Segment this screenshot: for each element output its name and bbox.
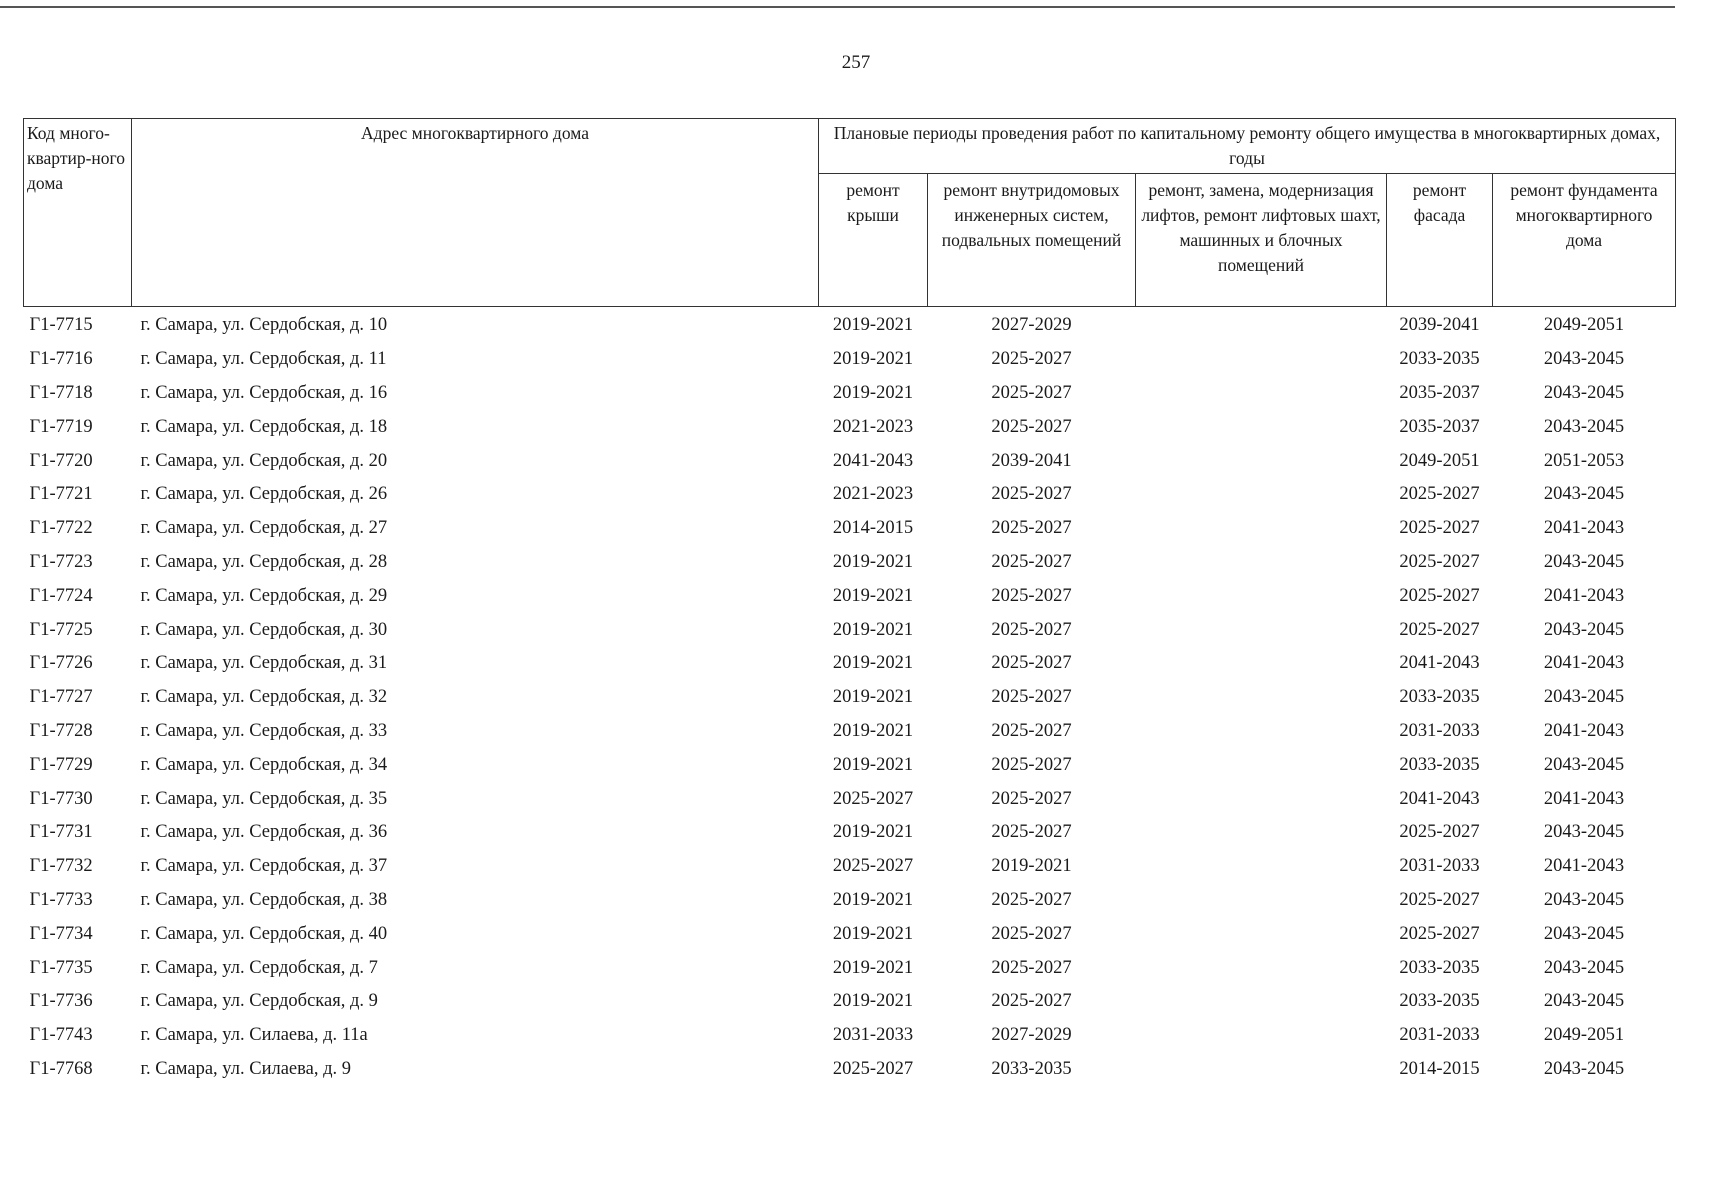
row-roof-period: 2019-2021 [832,991,914,1012]
row-lifts-period [1136,613,1387,647]
row-facade-period: 2033-2035 [1399,687,1480,708]
row-engineering-period: 2025-2027 [991,484,1072,505]
table-row [24,985,1676,1019]
row-lifts-period [1136,444,1387,478]
row-code: Г1-7721 [29,484,93,505]
row-engineering-period: 2025-2027 [991,687,1072,708]
table-row [24,410,1676,444]
row-code: Г1-7768 [29,1058,93,1079]
row-lifts-period [1136,850,1387,884]
row-foundation-period: 2043-2045 [1543,923,1625,944]
row-code: Г1-7728 [29,720,93,741]
row-address: г. Самара, ул. Сердобская, д. 31 [140,653,388,674]
row-engineering-period: 2025-2027 [991,822,1072,843]
row-roof-period: 2019-2021 [832,923,914,944]
row-facade-period: 2014-2015 [1399,1058,1480,1079]
table-row [24,579,1676,613]
row-address: г. Самара, ул. Силаева, д. 9 [140,1058,351,1079]
row-engineering-period: 2025-2027 [991,991,1072,1012]
row-foundation-period: 2041-2043 [1543,856,1625,877]
table-row [24,748,1676,782]
row-foundation-period: 2043-2045 [1543,349,1625,370]
row-engineering-period: 2025-2027 [991,653,1072,674]
row-foundation-period: 2043-2045 [1543,416,1625,437]
row-lifts-period [1136,782,1387,816]
row-foundation-period: 2051-2053 [1543,450,1625,471]
row-engineering-period: 2025-2027 [991,585,1072,606]
row-engineering-period: 2025-2027 [991,382,1072,403]
row-code: Г1-7732 [29,856,93,877]
row-code: Г1-7725 [29,619,93,640]
row-lifts-period [1136,410,1387,444]
row-code: Г1-7734 [29,923,93,944]
row-address: г. Самара, ул. Сердобская, д. 29 [140,585,388,606]
row-lifts-period [1136,985,1387,1019]
row-code: Г1-7722 [29,518,93,539]
row-engineering-period: 2025-2027 [991,923,1072,944]
page-number: 257 [841,52,871,73]
row-foundation-period: 2043-2045 [1543,382,1625,403]
row-foundation-period: 2043-2045 [1543,1058,1625,1079]
row-engineering-period: 2025-2027 [991,518,1072,539]
row-foundation-period: 2043-2045 [1543,619,1625,640]
row-address: г. Самара, ул. Сердобская, д. 20 [140,450,388,471]
table-row [24,512,1676,546]
row-code: Г1-7733 [29,889,93,910]
row-facade-period: 2025-2027 [1399,585,1480,606]
row-roof-period: 2025-2027 [832,856,914,877]
row-engineering-period: 2025-2027 [991,416,1072,437]
row-code: Г1-7720 [29,450,93,471]
row-roof-period: 2019-2021 [832,822,914,843]
row-facade-period: 2039-2041 [1399,315,1480,336]
row-foundation-period: 2043-2045 [1543,484,1625,505]
row-code: Г1-7718 [29,382,93,403]
row-foundation-period: 2041-2043 [1543,720,1625,741]
row-lifts-period [1136,1019,1387,1053]
table-row [24,884,1676,918]
header-roof: ремонт крыши [819,174,928,307]
row-roof-period: 2019-2021 [832,315,914,336]
row-address: г. Самара, ул. Сердобская, д. 37 [140,856,388,877]
row-address: г. Самара, ул. Сердобская, д. 34 [140,754,388,775]
row-facade-period: 2025-2027 [1399,484,1480,505]
row-facade-period: 2041-2043 [1399,788,1480,809]
row-foundation-period: 2043-2045 [1543,822,1625,843]
row-foundation-period: 2049-2051 [1543,315,1625,336]
row-code: Г1-7729 [29,754,93,775]
row-facade-period: 2025-2027 [1399,923,1480,944]
header-lifts: ремонт, замена, модернизация лифтов, ремонт лифтовых шахт, машинных и блочных помещений [1136,174,1387,307]
row-foundation-period: 2041-2043 [1543,585,1625,606]
row-lifts-period [1136,1053,1387,1087]
row-address: г. Самара, ул. Сердобская, д. 9 [140,991,378,1012]
row-address: г. Самара, ул. Сердобская, д. 11 [140,349,387,370]
table-row [24,782,1676,816]
row-roof-period: 2019-2021 [832,754,914,775]
row-code: Г1-7735 [29,957,93,978]
row-address: г. Самара, ул. Сердобская, д. 36 [140,822,388,843]
row-foundation-period: 2043-2045 [1543,551,1625,572]
row-code: Г1-7716 [29,349,93,370]
row-facade-period: 2025-2027 [1399,518,1480,539]
row-lifts-period [1136,478,1387,512]
row-foundation-period: 2043-2045 [1543,754,1625,775]
table-row [24,681,1676,715]
row-code: Г1-7736 [29,991,93,1012]
row-engineering-period: 2025-2027 [991,619,1072,640]
row-facade-period: 2033-2035 [1399,991,1480,1012]
row-code: Г1-7719 [29,416,93,437]
table-row [24,1019,1676,1053]
row-engineering-period: 2019-2021 [991,856,1072,877]
row-facade-period: 2025-2027 [1399,889,1480,910]
table-row [24,377,1676,411]
row-roof-period: 2019-2021 [832,585,914,606]
row-address: г. Самара, ул. Сердобская, д. 32 [140,687,388,708]
row-engineering-period: 2027-2029 [991,315,1072,336]
row-lifts-period [1136,681,1387,715]
row-roof-period: 2014-2015 [832,518,914,539]
row-facade-period: 2033-2035 [1399,349,1480,370]
row-facade-period: 2031-2033 [1399,1025,1480,1046]
row-engineering-period: 2033-2035 [991,1058,1072,1079]
row-lifts-period [1136,917,1387,951]
row-code: Г1-7726 [29,653,93,674]
table-row [24,917,1676,951]
row-facade-period: 2035-2037 [1399,416,1480,437]
table-row [24,613,1676,647]
row-roof-period: 2019-2021 [832,687,914,708]
table-row [24,850,1676,884]
table-row [24,307,1676,343]
row-foundation-period: 2043-2045 [1543,957,1625,978]
row-lifts-period [1136,512,1387,546]
row-foundation-period: 2049-2051 [1543,1025,1625,1046]
table-row [24,1053,1676,1087]
header-facade: ремонт фасада [1387,174,1493,307]
top-rule [0,6,1675,8]
row-address: г. Самара, ул. Сердобская, д. 40 [140,923,388,944]
table-row [24,951,1676,985]
table-row [24,478,1676,512]
row-code: Г1-7724 [29,585,93,606]
row-roof-period: 2031-2033 [832,1025,914,1046]
table-row [24,816,1676,850]
row-foundation-period: 2041-2043 [1543,788,1625,809]
row-engineering-period: 2027-2029 [991,1025,1072,1046]
row-roof-period: 2019-2021 [832,653,914,674]
row-foundation-period: 2043-2045 [1543,991,1625,1012]
row-foundation-period: 2043-2045 [1543,889,1625,910]
table-row [24,546,1676,580]
row-address: г. Самара, ул. Сердобская, д. 38 [140,889,388,910]
table-row [24,343,1676,377]
row-address: г. Самара, ул. Сердобская, д. 18 [140,416,388,437]
row-code: Г1-7723 [29,551,93,572]
row-roof-period: 2019-2021 [832,382,914,403]
header-periods: Плановые периоды проведения работ по капитальному ремонту общего имущества в многоквартирных домах, годы [819,119,1676,174]
row-lifts-period [1136,377,1387,411]
row-lifts-period [1136,579,1387,613]
row-facade-period: 2041-2043 [1399,653,1480,674]
row-roof-period: 2021-2023 [832,416,914,437]
row-roof-period: 2041-2043 [832,450,914,471]
table-row [24,444,1676,478]
table-row [24,715,1676,749]
row-roof-period: 2019-2021 [832,720,914,741]
row-code: Г1-7730 [29,788,93,809]
row-facade-period: 2025-2027 [1399,619,1480,640]
row-engineering-period: 2025-2027 [991,720,1072,741]
row-roof-period: 2019-2021 [832,349,914,370]
row-facade-period: 2049-2051 [1399,450,1480,471]
row-engineering-period: 2025-2027 [991,349,1072,370]
table-header [24,119,1676,307]
row-roof-period: 2025-2027 [832,788,914,809]
header-address: Адрес многоквартирного дома [132,119,819,307]
row-address: г. Самара, ул. Силаева, д. 11а [140,1025,368,1046]
row-engineering-period: 2025-2027 [991,889,1072,910]
row-address: г. Самара, ул. Сердобская, д. 35 [140,788,388,809]
row-code: Г1-7731 [29,822,93,843]
row-lifts-period [1136,307,1387,343]
row-foundation-period: 2041-2043 [1543,518,1625,539]
row-facade-period: 2031-2033 [1399,720,1480,741]
header-code: Код много-квартир-ного дома [24,119,132,307]
row-lifts-period [1136,546,1387,580]
row-address: г. Самара, ул. Сердобская, д. 33 [140,720,388,741]
row-lifts-period [1136,715,1387,749]
row-address: г. Самара, ул. Сердобская, д. 26 [140,484,388,505]
row-code: Г1-7743 [29,1025,93,1046]
row-facade-period: 2033-2035 [1399,754,1480,775]
row-address: г. Самара, ул. Сердобская, д. 30 [140,619,388,640]
header-foundation: ремонт фундамента многоквартирного дома [1493,174,1676,307]
row-address: г. Самара, ул. Сердобская, д. 7 [140,957,378,978]
row-lifts-period [1136,343,1387,377]
row-foundation-period: 2043-2045 [1543,687,1625,708]
row-facade-period: 2033-2035 [1399,957,1480,978]
row-code: Г1-7715 [29,315,93,336]
table-body [24,307,1676,1087]
row-facade-period: 2025-2027 [1399,551,1480,572]
row-engineering-period: 2025-2027 [991,788,1072,809]
row-lifts-period [1136,816,1387,850]
row-engineering-period: 2025-2027 [991,957,1072,978]
row-engineering-period: 2025-2027 [991,551,1072,572]
row-lifts-period [1136,951,1387,985]
row-address: г. Самара, ул. Сердобская, д. 16 [140,382,388,403]
row-engineering-period: 2039-2041 [991,450,1072,471]
row-facade-period: 2035-2037 [1399,382,1480,403]
row-roof-period: 2019-2021 [832,957,914,978]
header-engineering: ремонт внутридомовых инженерных систем, подвальных помещений [928,174,1136,307]
row-address: г. Самара, ул. Сердобская, д. 10 [140,315,388,336]
row-address: г. Самара, ул. Сердобская, д. 27 [140,518,388,539]
row-roof-period: 2025-2027 [832,1058,914,1079]
row-roof-period: 2019-2021 [832,889,914,910]
table-row [24,647,1676,681]
row-engineering-period: 2025-2027 [991,754,1072,775]
row-lifts-period [1136,748,1387,782]
row-facade-period: 2025-2027 [1399,822,1480,843]
row-code: Г1-7727 [29,687,93,708]
row-lifts-period [1136,884,1387,918]
row-address: г. Самара, ул. Сердобская, д. 28 [140,551,388,572]
row-roof-period: 2019-2021 [832,619,914,640]
row-lifts-period [1136,647,1387,681]
row-foundation-period: 2041-2043 [1543,653,1625,674]
row-facade-period: 2031-2033 [1399,856,1480,877]
capital-repair-table [23,118,1676,1086]
row-roof-period: 2019-2021 [832,551,914,572]
row-roof-period: 2021-2023 [832,484,914,505]
